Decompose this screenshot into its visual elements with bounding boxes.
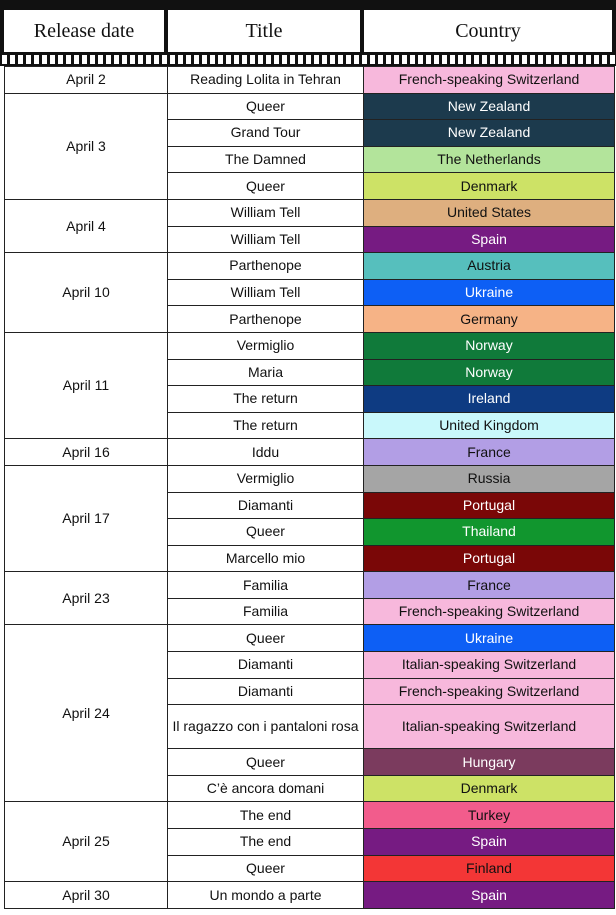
title-cell: Reading Lolita in Tehran <box>168 67 364 94</box>
country-cell: French-speaking Switzerland <box>364 678 615 705</box>
perforation-hole <box>346 55 351 64</box>
perforation-hole <box>562 55 567 64</box>
table-row <box>5 802 615 829</box>
perforation-hole <box>186 55 191 64</box>
country-cell: Spain <box>364 226 615 253</box>
country-cell: Russia <box>364 465 615 492</box>
country-cell: French-speaking Switzerland <box>364 598 615 625</box>
perforation-hole <box>282 55 287 64</box>
release-date-cell: April 30 <box>5 882 168 909</box>
perforation-hole <box>482 55 487 64</box>
perforation-hole <box>162 55 167 64</box>
title-cell: Maria <box>168 359 364 386</box>
perforation-hole <box>434 55 439 64</box>
title-cell: Queer <box>168 625 364 652</box>
release-date-cell: April 16 <box>5 439 168 466</box>
perforation-hole <box>466 55 471 64</box>
perforation-hole <box>298 55 303 64</box>
country-cell: Finland <box>364 855 615 882</box>
perforation-hole <box>250 55 255 64</box>
perforation-hole <box>242 55 247 64</box>
perforation-hole <box>18 55 23 64</box>
title-cell: Queer <box>168 749 364 776</box>
title-cell: Familia <box>168 598 364 625</box>
title-cell: The return <box>168 386 364 413</box>
perforation-hole <box>218 55 223 64</box>
country-cell: Spain <box>364 829 615 856</box>
title-cell: William Tell <box>168 199 364 226</box>
country-cell: Hungary <box>364 749 615 776</box>
release-date-cell: April 23 <box>5 572 168 625</box>
table-row <box>5 67 615 94</box>
perforation-hole <box>146 55 151 64</box>
table-row <box>5 332 615 359</box>
perforation-hole <box>538 55 543 64</box>
perforation-hole <box>370 55 375 64</box>
perforation-hole <box>402 55 407 64</box>
perforation-hole <box>114 55 119 64</box>
perforation-hole <box>50 55 55 64</box>
table-row <box>5 882 615 909</box>
title-cell: The return <box>168 412 364 439</box>
perforation-hole <box>498 55 503 64</box>
perforation-hole <box>266 55 271 64</box>
country-cell: French-speaking Switzerland <box>364 67 615 94</box>
release-date-cell: April 4 <box>5 199 168 252</box>
perforation-hole <box>258 55 263 64</box>
perforation-hole <box>138 55 143 64</box>
country-cell: United Kingdom <box>364 412 615 439</box>
title-cell: The end <box>168 802 364 829</box>
perforation-hole <box>362 55 367 64</box>
table-row <box>5 439 615 466</box>
country-cell: New Zealand <box>364 120 615 147</box>
release-date-cell: April 3 <box>5 93 168 199</box>
table-row <box>5 199 615 226</box>
perforation-hole <box>602 55 607 64</box>
perforation-hole <box>58 55 63 64</box>
perforation-hole <box>82 55 87 64</box>
release-table <box>4 66 615 909</box>
table-row <box>5 93 615 120</box>
title-cell: Queer <box>168 173 364 200</box>
table-row <box>5 625 615 652</box>
perforation-hole <box>130 55 135 64</box>
table-row <box>5 465 615 492</box>
perforation-hole <box>314 55 319 64</box>
perforation-hole <box>410 55 415 64</box>
title-cell: Parthenope <box>168 306 364 333</box>
country-cell: Norway <box>364 359 615 386</box>
country-cell: France <box>364 572 615 599</box>
country-cell: Ukraine <box>364 279 615 306</box>
country-cell: Denmark <box>364 775 615 802</box>
country-cell: Spain <box>364 882 615 909</box>
title-cell: Vermiglio <box>168 332 364 359</box>
title-cell: Diamanti <box>168 678 364 705</box>
title-cell: Diamanti <box>168 492 364 519</box>
perforation-hole <box>98 55 103 64</box>
perforation-hole <box>26 55 31 64</box>
release-date-cell: April 2 <box>5 67 168 94</box>
country-cell: Austria <box>364 253 615 280</box>
header-row <box>0 10 616 52</box>
perforation-hole <box>234 55 239 64</box>
perforation-hole <box>570 55 575 64</box>
perforation-hole <box>322 55 327 64</box>
perforation-hole <box>210 55 215 64</box>
perforation-hole <box>578 55 583 64</box>
country-cell: Italian-speaking Switzerland <box>364 705 615 749</box>
table-row <box>5 572 615 599</box>
perforation-hole <box>386 55 391 64</box>
perforation-hole <box>202 55 207 64</box>
title-cell: Queer <box>168 855 364 882</box>
title-cell: Vermiglio <box>168 465 364 492</box>
perforation-hole <box>338 55 343 64</box>
perforation-hole <box>306 55 311 64</box>
release-date-cell: April 17 <box>5 465 168 571</box>
country-cell: Denmark <box>364 173 615 200</box>
perforation-hole <box>506 55 511 64</box>
title-cell: Familia <box>168 572 364 599</box>
perforation-hole <box>226 55 231 64</box>
title-cell: Queer <box>168 93 364 120</box>
perforation-hole <box>530 55 535 64</box>
header-title: Title <box>168 10 360 52</box>
perforation-hole <box>122 55 127 64</box>
title-cell: Un mondo a parte <box>168 882 364 909</box>
perforation-hole <box>170 55 175 64</box>
perforation-hole <box>66 55 71 64</box>
perforation-hole <box>74 55 79 64</box>
perforation-hole <box>458 55 463 64</box>
country-cell: Ireland <box>364 386 615 413</box>
country-cell: The Netherlands <box>364 146 615 173</box>
perforation-hole <box>154 55 159 64</box>
country-cell: Ukraine <box>364 625 615 652</box>
perforation-hole <box>378 55 383 64</box>
title-cell: Marcello mio <box>168 545 364 572</box>
title-cell: William Tell <box>168 226 364 253</box>
perforation-hole <box>514 55 519 64</box>
country-cell: Germany <box>364 306 615 333</box>
perforation-hole <box>610 55 615 64</box>
release-date-cell: April 10 <box>5 253 168 333</box>
release-date-cell: April 11 <box>5 332 168 438</box>
table-row <box>5 253 615 280</box>
country-cell: France <box>364 439 615 466</box>
release-date-cell: April 25 <box>5 802 168 882</box>
country-cell: Italian-speaking Switzerland <box>364 652 615 679</box>
title-cell: Grand Tour <box>168 120 364 147</box>
perforation-hole <box>274 55 279 64</box>
perforation-hole <box>330 55 335 64</box>
country-cell: Norway <box>364 332 615 359</box>
country-cell: New Zealand <box>364 93 615 120</box>
perforation-hole <box>90 55 95 64</box>
perforation-hole <box>106 55 111 64</box>
perforation-hole <box>546 55 551 64</box>
title-cell: Il ragazzo con i pantaloni rosa <box>168 705 364 749</box>
title-cell: The Damned <box>168 146 364 173</box>
header-release-date: Release date <box>4 10 164 52</box>
perforation-hole <box>2 55 7 64</box>
country-cell: Portugal <box>364 492 615 519</box>
title-cell: Iddu <box>168 439 364 466</box>
perforation-hole <box>290 55 295 64</box>
country-cell: United States <box>364 199 615 226</box>
perforation-hole <box>554 55 559 64</box>
title-cell: Parthenope <box>168 253 364 280</box>
country-cell: Portugal <box>364 545 615 572</box>
perforation-hole <box>354 55 359 64</box>
perforation-hole <box>594 55 599 64</box>
perforation-hole <box>418 55 423 64</box>
perforation-hole <box>586 55 591 64</box>
release-date-cell: April 24 <box>5 625 168 802</box>
perforation-hole <box>178 55 183 64</box>
perforation-hole <box>474 55 479 64</box>
perforation-hole <box>490 55 495 64</box>
perforation-hole <box>10 55 15 64</box>
film-strip-header <box>0 0 616 66</box>
perforation-hole <box>426 55 431 64</box>
title-cell: William Tell <box>168 279 364 306</box>
title-cell: Diamanti <box>168 652 364 679</box>
perforation-hole <box>450 55 455 64</box>
title-cell: C’è ancora domani <box>168 775 364 802</box>
perforation-hole <box>442 55 447 64</box>
perforation-hole <box>194 55 199 64</box>
perforation-hole <box>34 55 39 64</box>
country-cell: Thailand <box>364 519 615 546</box>
perforation-hole <box>522 55 527 64</box>
header-country: Country <box>364 10 612 52</box>
perforation-hole <box>42 55 47 64</box>
title-cell: Queer <box>168 519 364 546</box>
film-perforations <box>0 55 616 64</box>
country-cell: Turkey <box>364 802 615 829</box>
perforation-hole <box>394 55 399 64</box>
title-cell: The end <box>168 829 364 856</box>
